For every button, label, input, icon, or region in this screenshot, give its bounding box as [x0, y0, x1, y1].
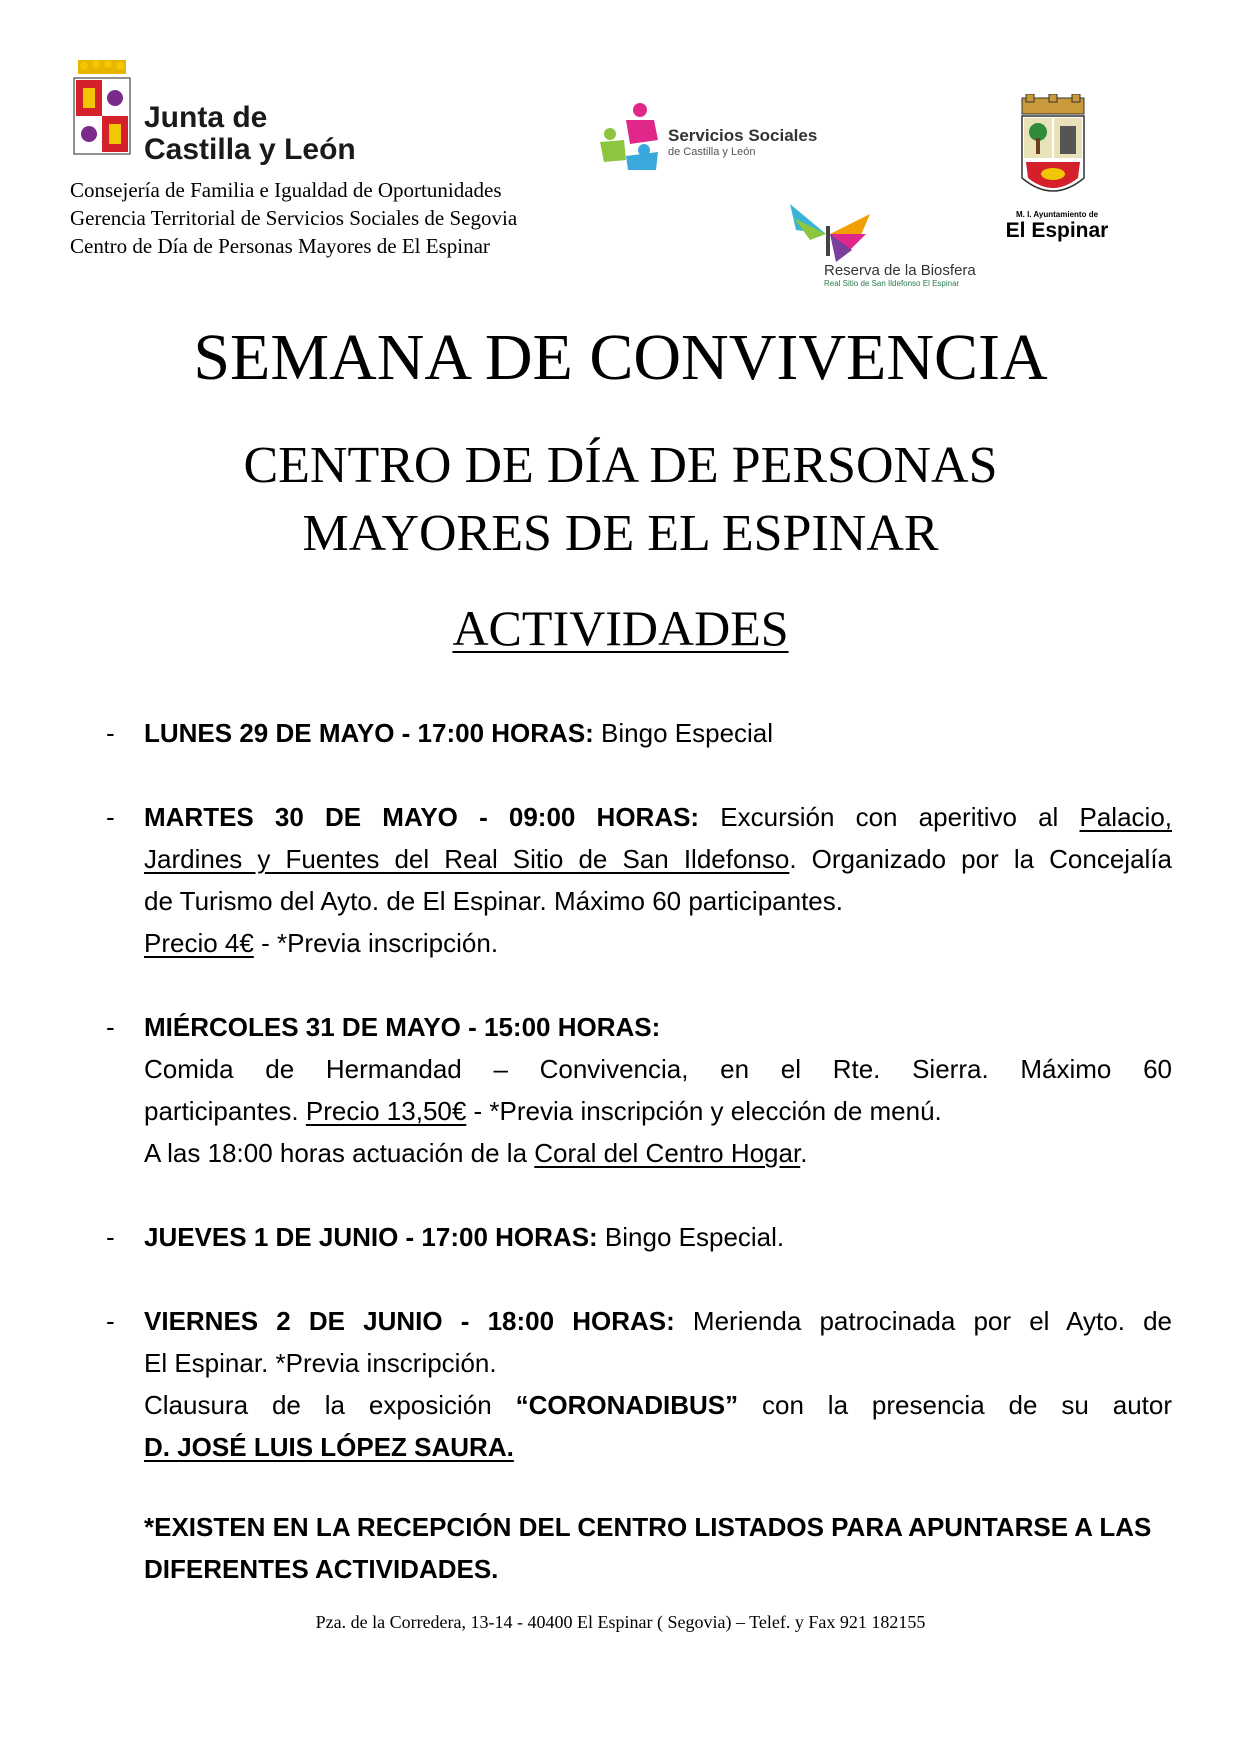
activity-heading: VIERNES 2 DE JUNIO - 18:00 HORAS: [144, 1306, 675, 1336]
esp-line1: M. I. Ayuntamiento de [1015, 210, 1099, 219]
footer-address: Pza. de la Corredera, 13-14 - 40400 El Espinar ( Segovia) – Telef. y Fax 921 182155 [315, 1612, 926, 1632]
main-title: SEMANA DE CONVIVENCIA [193, 321, 1048, 394]
activity-text: Excursión con aperitivo al [699, 802, 1080, 832]
jardines-link: Jardines y Fuentes del Real Sitio de San Ildefonso [144, 844, 790, 874]
jcyl-name-line2: Castilla y León [144, 133, 356, 166]
activity-heading: MARTES 30 DE MAYO - 09:00 HORAS: [144, 802, 700, 832]
footnote-line1: *EXISTEN EN LA RECEPCIÓN DEL CENTRO LISTADOS PARA APUNTARSE A LAS [144, 1512, 1152, 1542]
subtitle-line2: MAYORES DE EL ESPINAR [302, 505, 939, 562]
exhibition-name: “CORONADIBUS” [515, 1390, 739, 1420]
price-label: Precio 4€ [144, 928, 254, 958]
centro-line: Centro de Día de Personas Mayores de El Espinar [70, 234, 490, 258]
puzzle-people-icon [596, 100, 668, 172]
servicios-sociales-logo [596, 100, 836, 172]
activity-text: de Turismo del Ayto. de El Espinar. Máximo 60 participantes. [144, 886, 843, 916]
list-dash: - [106, 1306, 115, 1336]
ss-line1: Servicios Sociales [668, 126, 818, 145]
activity-text: . Organizado por la Concejalía [789, 844, 1173, 874]
activity-text: - *Previa inscripción. [253, 928, 499, 958]
author-name: D. JOSÉ LUIS LÓPEZ SAURA. [144, 1432, 514, 1462]
esp-line2: El Espinar [1005, 219, 1109, 242]
ss-line2: de Castilla y León [668, 146, 756, 158]
price-label: Precio 13,50€ [305, 1096, 467, 1126]
reserva-biosfera-logo [786, 200, 976, 296]
el-espinar-logo [996, 94, 1116, 254]
activity-text: . [800, 1138, 808, 1168]
subtitle-line1: CENTRO DE DÍA DE PERSONAS [243, 437, 998, 494]
activity-heading: JUEVES 1 DE JUNIO - 17:00 HORAS: [144, 1222, 598, 1252]
butterfly-icon [786, 200, 876, 270]
section-title-text: ACTIVIDADES [452, 600, 789, 656]
el-espinar-coat-of-arms-icon [1018, 94, 1088, 206]
consejeria-line: Consejería de Familia e Igualdad de Oportunidades [70, 178, 502, 202]
consejeria-block [70, 176, 517, 260]
gerencia-line: Gerencia Territorial de Servicios Sociales de Segovia [70, 206, 518, 230]
activity-text: Bingo Especial. [597, 1222, 785, 1252]
activity-text: A las 18:00 horas actuación de la [144, 1138, 535, 1168]
section-title [0, 596, 1241, 660]
rb-line2: Real Sitio de San Ildefonso El Espinar [824, 279, 960, 288]
footnote [144, 1506, 1174, 1590]
rb-line1: Reserva de la Biosfera [824, 262, 976, 279]
activity-text: - *Previa inscripción y elección de menú. [466, 1096, 942, 1126]
activity-text: Merienda patrocinada por el Ayto. de [674, 1306, 1172, 1336]
activity-text: participantes. [144, 1096, 306, 1126]
activity-text: El Espinar. *Previa inscripción. [144, 1348, 497, 1378]
activity-heading: MIÉRCOLES 31 DE MAYO - 15:00 HORAS: [144, 1012, 661, 1042]
activity-text: Clausura de la exposición [144, 1390, 516, 1420]
jcyl-coat-of-arms-icon [70, 58, 134, 158]
coral-link: Coral del Centro Hogar [534, 1138, 801, 1168]
activity-text: Comida de Hermandad – Convivencia, en el Rte. Sierra. Máximo 60 [144, 1054, 1172, 1084]
list-dash: - [106, 1012, 115, 1042]
jcyl-name-line1: Junta de [144, 101, 268, 134]
palacio-link: Palacio, [1079, 802, 1172, 832]
activity-heading: LUNES 29 DE MAYO - 17:00 HORAS: [144, 718, 594, 748]
list-dash: - [106, 718, 115, 748]
list-dash: - [106, 1222, 115, 1252]
activity-text: con la presencia de su autor [738, 1390, 1172, 1420]
footnote-line2: DIFERENTES ACTIVIDADES. [144, 1554, 499, 1584]
list-dash: - [106, 802, 115, 832]
activity-text: Bingo Especial [593, 718, 774, 748]
